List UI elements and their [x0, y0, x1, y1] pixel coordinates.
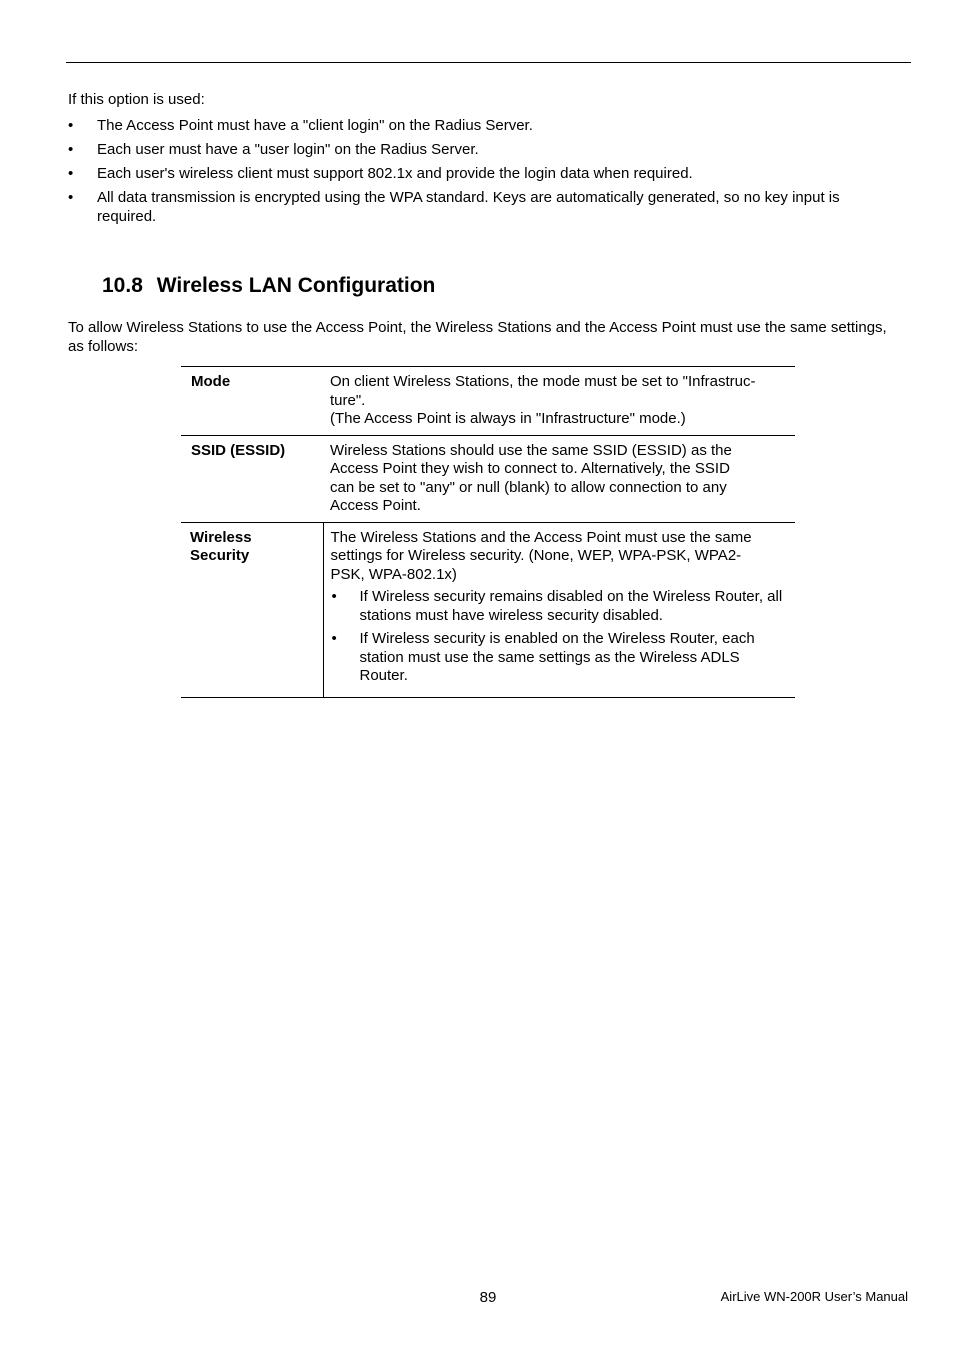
description-line: The Wireless Stations and the Access Point must use the same: [330, 528, 752, 546]
list-item: • The Access Point must have a "client login" on the Radius Server.: [68, 116, 898, 135]
section-heading: [102, 274, 435, 298]
description-line: (The Access Point is always in "Infrastructure" mode.): [330, 410, 686, 427]
manual-title: AirLive WN-200R User’s Manual: [720, 1289, 908, 1304]
table-row: [181, 522, 795, 697]
list-item: • Each user must have a "user login" on the Radius Server.: [68, 140, 898, 159]
description-line: can be set to "any" or null (blank) to allow connection to any: [330, 478, 727, 496]
section-number: 10.8: [102, 274, 143, 297]
security-notes-list: [331, 588, 788, 686]
description-line: ture".: [330, 391, 366, 409]
description-line: Wireless Stations should use the same SSID (ESSID) as the: [330, 441, 732, 459]
description-line: Access Point they wish to connect to. Alternatively, the SSID: [330, 460, 730, 477]
description-line: On client Wireless Stations, the mode must be set to "Infrastruc-: [330, 373, 756, 390]
section-paragraph: To allow Wireless Stations to use the Access Point, the Wireless Stations and the Access Point must use the same settings, as follows:: [68, 319, 887, 355]
list-item: • All data transmission is encrypted using the WPA standard. Keys are automatically generated, so no key input is required.: [68, 188, 898, 226]
page-number: 89: [479, 1289, 497, 1306]
setting-description: [323, 522, 795, 697]
description-line: Access Point.: [330, 497, 421, 514]
setting-name-line: Wireless: [190, 528, 252, 546]
setting-description: [323, 367, 795, 436]
settings-table: [181, 366, 795, 698]
table-row: [181, 435, 795, 522]
setting-name-line: Security: [190, 547, 250, 564]
list-item: • Each user's wireless client must support 802.1x and provide the login data when required.: [68, 164, 898, 183]
section-title: Wireless LAN Configuration: [156, 274, 436, 297]
setting-name: SSID (ESSID): [191, 441, 286, 459]
header-rule: [66, 62, 911, 63]
setting-name: [181, 522, 323, 697]
requirements-list: [68, 116, 898, 231]
list-item: • If Wireless security remains disabled on the Wireless Router, all stations must have wireless security disabled.: [331, 588, 788, 625]
list-item: • If Wireless security is enabled on the Wireless Router, each station must use the same settings as the Wireless ADLS Router.: [331, 630, 788, 686]
setting-description: [323, 435, 795, 522]
setting-name: Mode: [191, 373, 231, 390]
intro-text: If this option is used:: [68, 91, 205, 108]
description-line: PSK, WPA-802.1x): [330, 565, 457, 583]
description-line: settings for Wireless security. (None, WEP, WPA-PSK, WPA2-: [330, 547, 742, 564]
table-row: [181, 367, 795, 436]
